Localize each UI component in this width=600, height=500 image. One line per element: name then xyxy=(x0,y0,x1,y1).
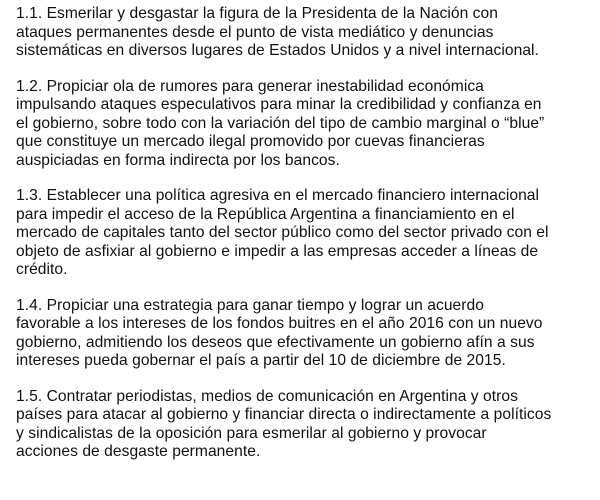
paragraph-line: favorable a los intereses de los fondos buitres en el año 2016 con un nuevo xyxy=(16,315,543,332)
paragraph-line: objeto de asfixiar al gobierno e impedir a las empresas acceder a líneas de xyxy=(16,242,539,260)
paragraph-line: auspiciadas en forma indirecta por los bancos. xyxy=(16,151,340,169)
paragraph-1-5 xyxy=(16,388,592,462)
paragraph-1-2 xyxy=(16,78,592,171)
paragraph-line: impulsando ataques especulativos para minar la credibilidad y confianza en xyxy=(16,96,542,113)
paragraph-1-1 xyxy=(16,5,592,61)
paragraph-line: países para atacar al gobierno y financiar directa o indirectamente a políticos xyxy=(16,406,552,423)
paragraph-line: mercado de capitales tanto del sector público como del sector privado con el xyxy=(16,224,549,241)
paragraph-line: para impedir el acceso de la República Argentina a financiamiento en el xyxy=(16,205,515,223)
paragraph-line: sistemáticas en diversos lugares de Estados Unidos y a nivel internacional. xyxy=(16,42,539,59)
paragraph-line: 1.1. Esmerilar y desgastar la figura de la Presidenta de la Nación con xyxy=(16,5,498,22)
paragraph-1-3 xyxy=(16,187,592,280)
paragraph-line: 1.4. Propiciar una estrategia para ganar tiempo y lograr un acuerdo xyxy=(16,296,484,314)
paragraph-line: intereses pueda gobernar el país a partir del 10 de diciembre de 2015. xyxy=(16,352,506,369)
paragraph-line: y sindicalistas de la oposición para esmerilar al gobierno y provocar xyxy=(16,424,487,442)
paragraph-line: 1.5. Contratar periodistas, medios de comunicación en Argentina y otros xyxy=(16,387,518,405)
document-body xyxy=(16,5,592,479)
paragraph-line: acciones de desgaste permanente. xyxy=(16,443,261,460)
paragraph-line: 1.3. Establecer una política agresiva en el mercado financiero internacional xyxy=(16,187,540,204)
paragraph-line: 1.2. Propiciar ola de rumores para generar inestabilidad económica xyxy=(16,77,484,95)
paragraph-line: gobierno, admitiendo los deseos que efectivamente un gobierno afín a sus xyxy=(16,333,535,351)
paragraph-line: el gobierno, sobre todo con la variación del tipo de cambio marginal o “blue” xyxy=(16,114,545,132)
paragraph-line: ataques permanentes desde el punto de vista mediático y denuncias xyxy=(16,23,494,41)
paragraph-line: que constituye un mercado ilegal promovido por cuevas financieras xyxy=(16,133,485,150)
paragraph-1-4 xyxy=(16,297,592,371)
paragraph-line: crédito. xyxy=(16,261,68,278)
